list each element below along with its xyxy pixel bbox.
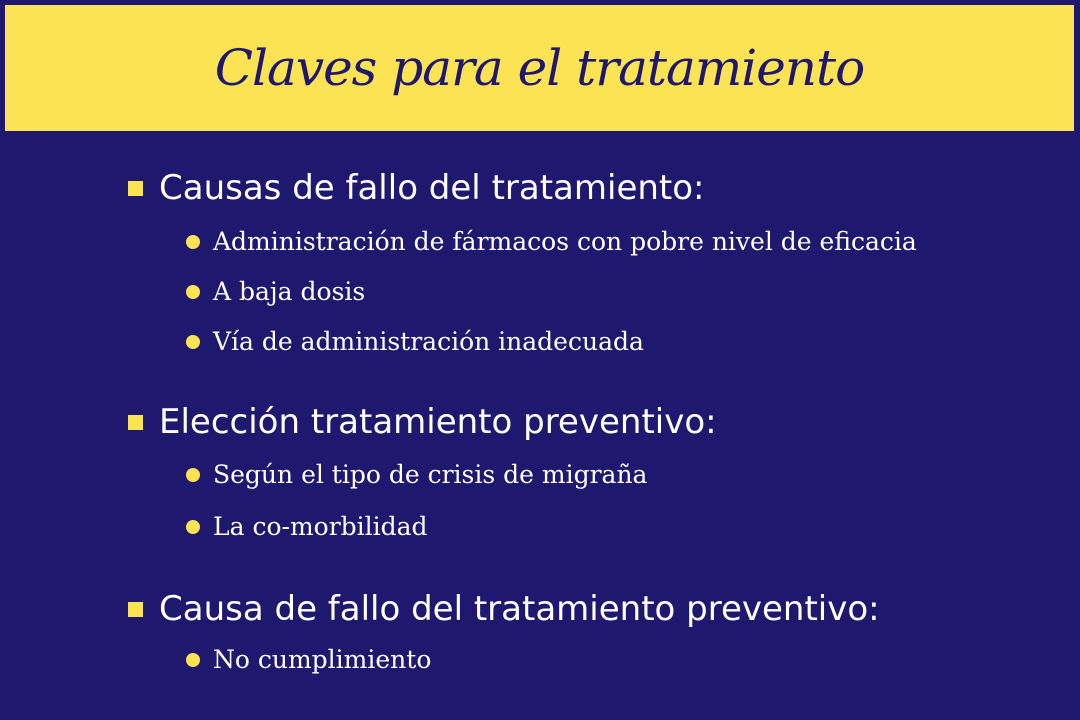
section-heading-eleccion-preventivo [128,402,717,442]
square-bullet-icon [128,602,143,617]
list-item [186,462,647,487]
square-bullet-icon [128,415,143,430]
section-heading-text: Causa de fallo del tratamiento preventivo: [159,589,880,629]
list-item [186,514,428,539]
list-item-text: No cumplimiento [213,645,432,674]
section-heading-text: Causas de fallo del tratamiento: [159,168,705,208]
list-item-text: A baja dosis [213,277,366,306]
list-item [186,647,431,672]
round-bullet-icon [186,285,200,299]
list-item-text: Vía de administración inadecuada [213,327,644,356]
square-bullet-icon [128,181,143,196]
list-item [186,279,365,304]
round-bullet-icon [186,653,200,667]
section-heading-causas-fallo [128,168,705,208]
round-bullet-icon [186,235,200,249]
list-item [186,229,917,254]
list-item-text: La co-morbilidad [213,512,428,541]
round-bullet-icon [186,520,200,534]
round-bullet-icon [186,335,200,349]
section-heading-text: Elección tratamiento preventivo: [159,402,717,442]
section-heading-causa-fallo-preventivo [128,589,880,629]
list-item-text: Según el tipo de crisis de migraña [213,460,648,489]
list-item [186,329,644,354]
list-item-text: Administración de fármacos con pobre nivel de eficacia [213,227,917,256]
slide-title: Claves para el tratamiento [214,39,865,97]
round-bullet-icon [186,468,200,482]
